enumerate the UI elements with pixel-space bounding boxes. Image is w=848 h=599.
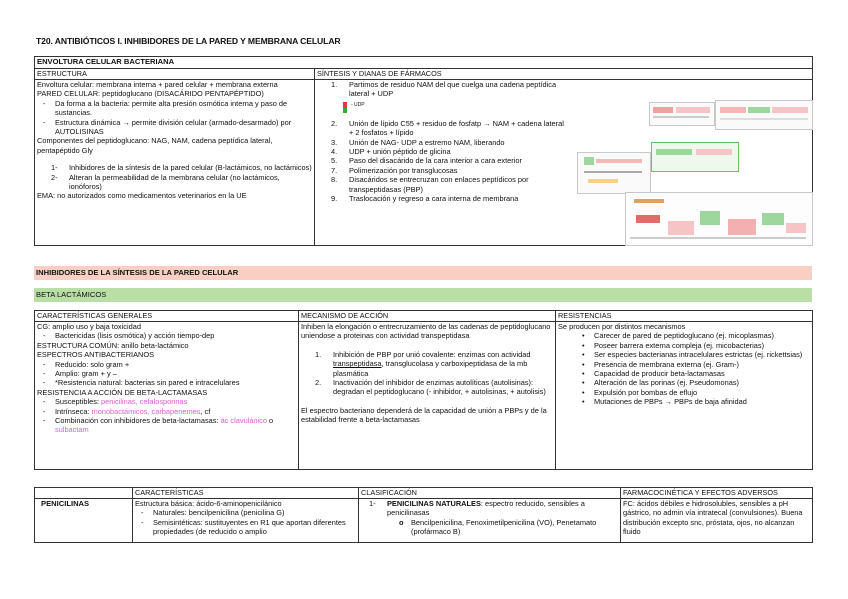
estructura-numbered-item [37, 173, 312, 192]
step-number: 8. [331, 175, 338, 185]
step-text: Unión de NAG- UDP a estremo NAM, liberando [349, 137, 505, 147]
diagram-figure-1 [649, 102, 715, 126]
estructura-line: PARED CELULAR: peptidoglucano (DISACÁRIDO PENTAPÉPTIDO) [37, 89, 264, 99]
pen-car-cell [133, 499, 359, 543]
mecanismo-conclusion: El espectro bacteriano dependerá de la capacidad de unión a PBPs y de la estabilidad frente a beta-lactamasas [301, 405, 547, 425]
item-text: Inhibición de PBP por unió covalente: enzimas con actividad [333, 349, 531, 359]
car-label: Combinación con inhibidores de beta-lactamasas: [55, 416, 221, 426]
car-drug-names: sulbactam [55, 425, 89, 435]
estructura-line: Componentes del peptidoglucano: NAG, NAM, cadena peptídica lateral, pentapéptido Gly [37, 136, 273, 155]
pen-cla-cell [359, 499, 621, 543]
mecanismo-cell [299, 322, 556, 470]
pen-cla-subitem [361, 518, 618, 537]
diagram-figure-2 [715, 100, 813, 130]
pen-cla-text: : espectro reducido, sensibles a penicilinasas [387, 499, 585, 518]
item-underlined-text: transpeptidasa [333, 359, 382, 369]
car-line: ESPECTROS ANTIBACTERIANOS [37, 350, 155, 360]
diagram-figure-5 [625, 192, 813, 246]
car-dash-item: - *Resistencia natural: bacterias sin pared e intracelulares [37, 378, 296, 387]
resistencias-header: RESISTENCIAS [556, 311, 813, 322]
sintesis-step [317, 166, 567, 175]
car-label: o [267, 416, 274, 426]
item-number: 1- [369, 499, 376, 508]
pen-car-line: Estructura básica: ácido-6-aminopenicilánico [135, 499, 282, 508]
sintesis-list [317, 80, 567, 203]
car-drug-names: monobactámicos, carbapenemes [91, 406, 201, 416]
envoltura-table [34, 56, 813, 246]
penicilinas-label: PENICILINAS [35, 499, 133, 543]
item-number: 1- [51, 163, 58, 173]
estructura-header: ESTRUCTURA [35, 69, 315, 80]
step-text: Traslocación y regreso a cara interna de membrana [349, 194, 519, 204]
resistencia-item: • Presencia de membrana externa (ej. Gram-) [558, 360, 810, 369]
step-text: Disacáridos se entrecruzan con enlaces peptídicos por transpeptidasas (PBP) [349, 175, 529, 194]
car-line: RESISTENCIA A ACCIÓN DE BETA-LACTAMASAS [37, 387, 208, 397]
udp-figure [317, 99, 567, 119]
mecanismo-intro: Inhiben la elongación o entrecruzamiento de las cadenas de peptidoglucano uniendose a proteinas con actividad transpeptidasa [301, 322, 551, 341]
resistencia-item: • Carecer de pared de peptidoglucano (ej. micoplasmas) [558, 331, 810, 340]
resistencia-item: • Ser especies bacterianas intracelulares estrictas (ej. rickettsias) [558, 350, 810, 359]
resistencia-item: • Mutaciones de PBPs → PBPs de baja afinidad [558, 397, 810, 406]
car-dash-item: - Reducido: solo gram + [37, 360, 296, 369]
resistencias-cell [556, 322, 813, 470]
sintesis-step [317, 194, 567, 203]
step-text: Polimerización por transglucosas [349, 165, 458, 175]
beta-lactamicos-table [34, 310, 813, 470]
udp-label: - UDP [351, 101, 365, 108]
car-dash-item [37, 416, 296, 435]
car-drug-names: ác clavulánico [220, 416, 267, 426]
step-number: 1. [331, 80, 338, 89]
estructura-cell [35, 80, 315, 246]
sintesis-step [317, 175, 567, 194]
pen-car-dash-item: - Naturales: bencilpenicilina (penicilina G) [135, 508, 356, 517]
sintesis-step [317, 119, 567, 138]
diagram-figure-3 [577, 152, 651, 194]
pen-cla-header: CLASIFICACIÓN [359, 488, 621, 499]
resistencia-item: • Poseer barrera externa compleja (ej. micobacterias) [558, 341, 810, 350]
item-number: 2- [51, 172, 58, 182]
pen-far-header: FARMACOCINÉTICA Y EFECTOS ADVERSOS [621, 488, 813, 499]
resistencias-intro: Se producen por distintos mecanismos [558, 322, 686, 331]
sintesis-step [317, 147, 567, 156]
car-line: CG: amplio uso y baja toxicidad [37, 322, 141, 331]
mecanismo-item [301, 350, 553, 378]
car-drug-names: penicilinas, cefalosporinas [101, 397, 188, 407]
item-text: Inactivación del inhibidor de enzimas autolíticas (autolisinas): degradan el peptidoglucano (- inhibidor, + autolisinas, + autolisis) [333, 378, 546, 397]
resistencia-item: • Capacidad de producir beta-lactamasas [558, 369, 810, 378]
penicilinas-table [34, 487, 813, 543]
car-generales-cell [35, 322, 299, 470]
step-number: 9. [331, 194, 338, 204]
car-dash-item [37, 407, 296, 416]
beta-lactamicos-band: BETA LACTÁMICOS [34, 288, 812, 302]
sintesis-header: SÍNTESIS Y DIANAS DE FÁRMACOS [315, 69, 813, 80]
pen-empty-header [35, 488, 133, 499]
sintesis-step [317, 80, 567, 99]
sintesis-cell [315, 80, 813, 246]
pen-far-cell: FC: ácidos débiles e hidrosolubles, sensibles a pH gástrico, no admin vía intratecal (convulsiones). Buena distribución excepto snc, próstata, ojos, no alcanzan fluido [621, 499, 813, 543]
car-line: ESTRUCTURA COMÚN: anillo beta-lactámico [37, 340, 189, 350]
step-number: 3. [331, 137, 338, 147]
car-dash-item: - Amplio: gram + y – [37, 369, 296, 378]
item-number: 2. [315, 378, 322, 388]
envoltura-header: ENVOLTURA CELULAR BACTERIANA [35, 57, 813, 69]
item-text: Alteran la permeabilidad de la membrana celular (no lactámicos, ionóforos) [69, 172, 280, 192]
inhibidores-band: INHIBIDORES DE LA SÍNTESIS DE LA PARED CELULAR [34, 266, 812, 280]
pen-cla-item [361, 499, 618, 518]
sintesis-step [317, 138, 567, 147]
step-text: Paso del disacárido de la cara interior a cara exterior [349, 156, 522, 166]
estructura-dash-item: - Estructura dinámica → permite división celular (armado-desarmado) por AUTOLISINAS [37, 118, 312, 137]
step-text: Partimos de residuo NAM del que cuelga una cadena peptídica lateral + UDP [349, 80, 557, 99]
sintesis-step [317, 156, 567, 165]
pen-cla-subtext: Bencilpenicilina, Fenoximetilpenicilina (VO), Penetamato (profármaco B) [411, 517, 597, 537]
sub-bullet: o [399, 517, 404, 527]
mecanismo-item [301, 378, 553, 397]
item-text: Inhibidores de la síntesis de la pared celular (B-lactámicos, no lactámicos) [69, 163, 312, 173]
step-text: Unión de lípido C55 + residuo de fosfatp → NAM + cadena lateral + 2 fosfatos + lípido [349, 118, 564, 138]
step-number: 7. [331, 165, 338, 175]
resistencia-item: • Expulsión por bombas de eflujo [558, 388, 810, 397]
item-text: , transglucolasa y carboxipeptidasa de la mb plasmática [333, 359, 528, 378]
diagram-figure-4 [651, 142, 739, 172]
pen-car-header: CARACTERÍSTICAS [133, 488, 359, 499]
resistencia-item: • Alteración de las porinas (ej. Pseudomonas) [558, 378, 810, 387]
car-label: Intrínseca: [55, 406, 92, 416]
car-label: Susceptibles: [55, 397, 102, 407]
step-number: 5. [331, 156, 338, 166]
step-number: 4. [331, 147, 338, 157]
estructura-line: EMA: no autorizados como medicamentos veterinarios en la UE [37, 191, 247, 201]
step-text: UDP + unión péptido de glicina [349, 147, 451, 157]
car-label: , cf [200, 406, 211, 416]
car-dash-item [37, 397, 296, 406]
estructura-line: Envoltura celular: membrana interna + pared celular + membrana externa [37, 80, 278, 89]
mecanismo-header: MECANISMO DE ACCIÓN [299, 311, 556, 322]
pen-cla-title: PENICILINAS NATURALES [387, 499, 481, 508]
estructura-dash-item: - Da forma a la bacteria: permite alta presión osmótica interna y paso de sustancias. [37, 99, 312, 118]
item-number: 1. [315, 349, 322, 359]
pen-car-dash-item: - Semisintéticas: sustituyentes en R1 que aportan diferentes propiedades (de reducido o amplio [135, 518, 356, 537]
step-number: 2. [331, 118, 338, 128]
page-title: T20. ANTIBIÓTICOS I. INHIBIDORES DE LA PARED Y MEMBRANA CELULAR [36, 36, 341, 46]
car-dash-item: - Bactericidas (lisis osmótica) y acción tiempo-dep [37, 331, 296, 340]
estructura-numbered-item [37, 163, 312, 172]
car-generales-header: CARACTERÍSTICAS GENERALES [35, 311, 299, 322]
